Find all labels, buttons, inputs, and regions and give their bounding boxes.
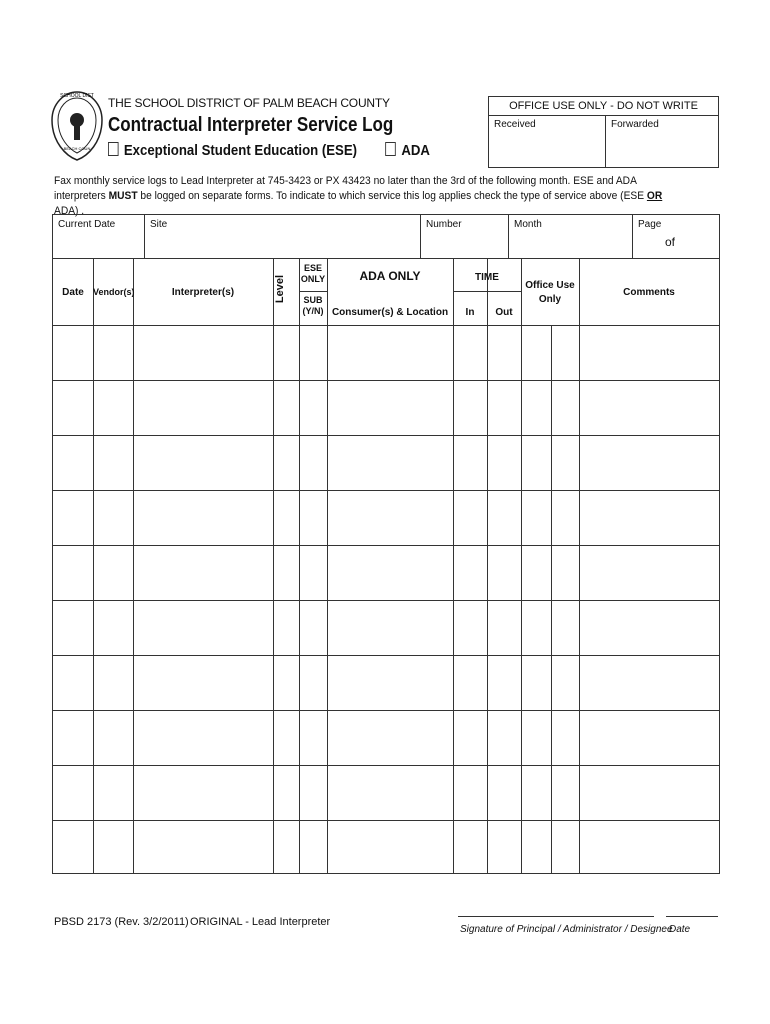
col-vendor: Vendor(s) [93, 287, 135, 297]
info-row [52, 214, 720, 259]
ese-checkbox[interactable] [108, 142, 119, 156]
col-sub: SUB (Y/N) [302, 295, 324, 316]
instructions [54, 174, 677, 219]
col-office-use: Office Use Only [525, 280, 575, 305]
instructions-text-2: be logged on separate forms. To indicate to which service this log applies check the type of service above (ESE [137, 190, 647, 202]
ada-checkbox[interactable] [386, 142, 397, 156]
service-type-row [108, 142, 430, 159]
office-use-heading: OFFICE USE ONLY - DO NOT WRITE [489, 97, 718, 116]
forwarded-field[interactable]: Forwarded [611, 119, 659, 130]
instructions-text-1: Fax monthly service logs to Lead Interpreter at 745-3423 or PX 43423 no later than the 3rd of the following month. ESE and ADA interpreters [54, 175, 637, 202]
current-date-field[interactable] [53, 215, 145, 259]
instructions-text-3: ADA) . [54, 205, 85, 217]
col-level: Level [274, 274, 286, 304]
date-line[interactable] [666, 916, 718, 917]
form-title: Contractual Interpreter Service Log [108, 114, 394, 136]
svg-text:BEACH COUN: BEACH COUN [63, 146, 91, 151]
current-date-label: Current Date [58, 219, 116, 230]
page-field[interactable] [633, 215, 719, 259]
district-seal [50, 90, 104, 162]
col-ada-only: ADA ONLY [359, 269, 421, 283]
col-date: Date [62, 287, 84, 298]
month-label: Month [514, 219, 542, 230]
signature-line[interactable] [458, 916, 654, 917]
col-ese-only: ESE ONLY [300, 263, 326, 284]
ese-option-label: Exceptional Student Education (ESE) [123, 142, 358, 159]
page-label: Page [638, 219, 662, 230]
form-code: PBSD 2173 (Rev. 3/2/2011) [54, 916, 189, 928]
signature-label: Signature of Principal / Administrator / Designee [460, 924, 673, 935]
original-routing: ORIGINAL - Lead Interpreter [190, 916, 331, 928]
svg-text:SCHOOL DIST: SCHOOL DIST [60, 93, 94, 99]
col-in: In [465, 307, 475, 318]
col-consumer: Consumer(s) & Location [331, 307, 449, 318]
service-log-table [52, 258, 720, 874]
col-out: Out [495, 307, 513, 318]
col-interpreter: Interpreter(s) [171, 287, 235, 298]
ada-option-label: ADA [401, 142, 430, 159]
date-label: Date [669, 924, 691, 935]
instructions-must: MUST [108, 190, 138, 202]
district-name: THE SCHOOL DISTRICT OF PALM BEACH COUNTY [108, 96, 390, 110]
col-comments: Comments [623, 287, 675, 298]
number-field[interactable] [421, 215, 509, 259]
received-field[interactable]: Received [489, 116, 606, 167]
page-of-label: of [665, 235, 676, 249]
site-field[interactable] [145, 215, 421, 259]
col-time: TIME [475, 272, 499, 283]
month-field[interactable] [509, 215, 633, 259]
instructions-or: OR [646, 190, 663, 202]
number-label: Number [426, 219, 462, 230]
site-label: Site [150, 219, 168, 230]
office-use-box [488, 96, 719, 168]
